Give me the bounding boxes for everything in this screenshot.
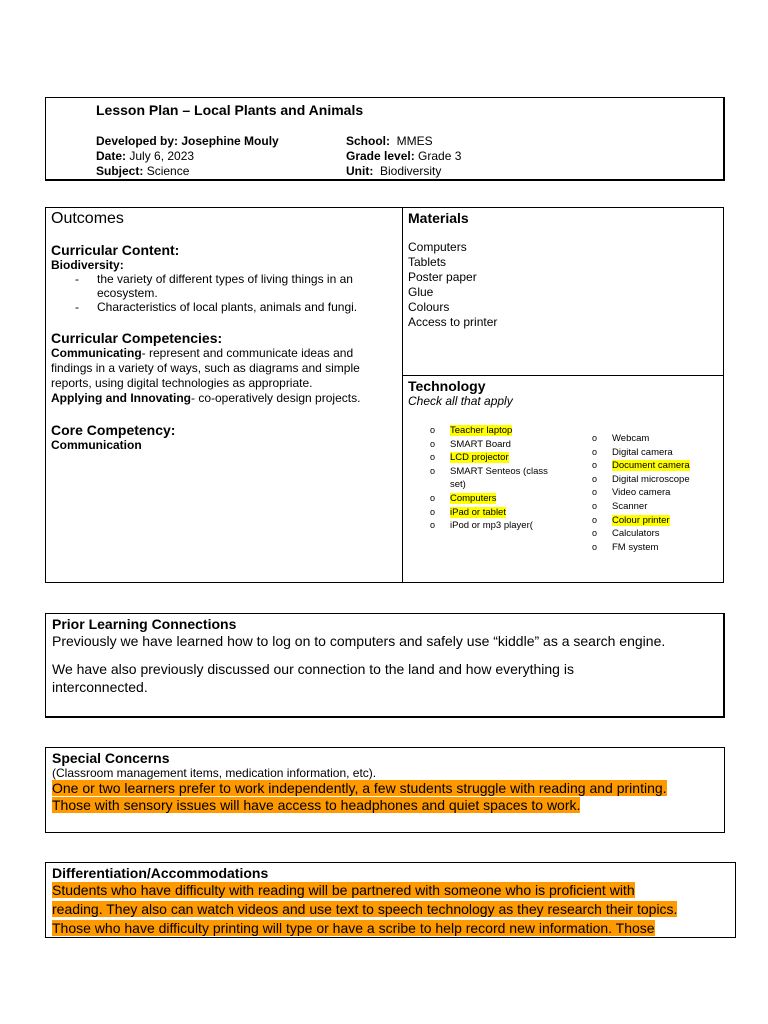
- materials-cell: [408, 208, 718, 330]
- grade-value: Grade 3: [418, 149, 462, 163]
- core-competency-heading: Core Competency:: [51, 422, 176, 438]
- column-divider: [402, 208, 403, 582]
- tech-item-computers[interactable]: o Computers: [428, 492, 568, 506]
- communicating-label: Communicating: [51, 346, 142, 360]
- list-item: - the variety of different types of living things in an ecosystem.: [51, 272, 367, 300]
- page-title: Lesson Plan – Local Plants and Animals: [96, 102, 364, 118]
- list-item: - Characteristics of local plants, animals and fungi.: [51, 300, 399, 314]
- outcomes-table: [45, 207, 724, 583]
- prior-learning-paragraph-1: Previously we have learned how to log on to computers and safely use “kiddle” as a search engine.: [52, 633, 666, 649]
- developed-value: Josephine Mouly: [181, 134, 279, 148]
- tech-item-ipad[interactable]: o iPad or tablet: [428, 506, 568, 520]
- materials-list: [408, 240, 718, 330]
- list-item: Tablets: [408, 255, 447, 269]
- differentiation-box: [45, 862, 736, 938]
- prior-learning-box: [45, 613, 725, 718]
- technology-left-list: [428, 424, 568, 533]
- core-competency-value: Communication: [51, 438, 142, 452]
- subject-label: Subject:: [96, 164, 144, 178]
- header-left: [96, 134, 279, 179]
- developed-label: Developed by:: [96, 134, 179, 148]
- outcomes-cell: [51, 208, 399, 452]
- tech-item-fm-system[interactable]: o FM system: [590, 541, 720, 555]
- subject-row: [96, 164, 279, 179]
- list-item: Computers: [408, 240, 467, 254]
- date-value: July 6, 2023: [129, 149, 195, 163]
- row-divider: [402, 375, 724, 376]
- tech-item-lcd-projector[interactable]: o LCD projector: [428, 451, 568, 465]
- outcomes-title: Outcomes: [51, 210, 124, 227]
- prior-learning-paragraph-2: We have also previously discussed our connection to the land and how everything is interconnected.: [52, 661, 574, 695]
- technology-subtitle: Check all that apply: [408, 394, 513, 408]
- technology-cell: [408, 378, 720, 553]
- school-label: School:: [346, 134, 390, 148]
- prior-learning-title: Prior Learning Connections: [52, 616, 237, 632]
- applying-label: Applying and Innovating: [51, 391, 191, 405]
- tech-item-document-camera[interactable]: o Document camera: [590, 459, 720, 473]
- developed-row: [96, 134, 279, 149]
- tech-item-colour-printer[interactable]: o Colour printer: [590, 514, 720, 528]
- special-concerns-title: Special Concerns: [52, 750, 170, 766]
- applying-text: [51, 391, 399, 406]
- list-item: Colours: [408, 300, 450, 314]
- special-concerns-note: (Classroom management items, medication information, etc).: [52, 766, 377, 780]
- materials-title: Materials: [408, 210, 469, 226]
- technology-title: Technology: [408, 378, 486, 394]
- school-value: MMES: [396, 134, 433, 148]
- list-item: Poster paper: [408, 270, 477, 284]
- special-concerns-box: [45, 747, 725, 833]
- header-right: [346, 134, 461, 179]
- biodiversity-subheading: Biodiversity:: [51, 258, 124, 272]
- header-box: [45, 97, 725, 181]
- tech-item-calculators[interactable]: o Calculators: [590, 527, 720, 541]
- tech-item-video-camera[interactable]: o Video camera: [590, 486, 720, 500]
- differentiation-line-3: Those who have difficulty printing will type or have a scribe to help record new information. Those: [52, 920, 655, 936]
- special-concerns-text: [52, 780, 718, 814]
- tech-item-teacher-laptop[interactable]: o Teacher laptop: [428, 424, 568, 438]
- list-item: Glue: [408, 285, 434, 299]
- differentiation-line-2: reading. They also can watch videos and use text to speech technology as they research their topics.: [52, 901, 678, 917]
- differentiation-text: [52, 881, 729, 938]
- curricular-competencies-heading: Curricular Competencies:: [51, 330, 223, 346]
- curricular-content-heading: Curricular Content:: [51, 242, 180, 258]
- tech-item-smart-board[interactable]: o SMART Board: [428, 438, 568, 452]
- date-row: [96, 149, 279, 164]
- tech-item-webcam[interactable]: o Webcam: [590, 432, 720, 446]
- unit-label: Unit:: [346, 164, 374, 178]
- unit-row: [346, 164, 461, 179]
- grade-label: Grade level:: [346, 149, 415, 163]
- tech-item-digital-camera[interactable]: o Digital camera: [590, 446, 720, 460]
- grade-row: [346, 149, 461, 164]
- communicating-text: [51, 346, 391, 391]
- school-row: [346, 134, 461, 149]
- applying-description: - co-operatively design projects.: [191, 391, 361, 405]
- differentiation-line-1: Students who have difficulty with reading will be partnered with someone who is proficient with: [52, 882, 635, 898]
- list-item: Access to printer: [408, 315, 498, 329]
- technology-right-list: [590, 432, 720, 554]
- tech-item-scanner[interactable]: o Scanner: [590, 500, 720, 514]
- subject-value: Science: [146, 164, 190, 178]
- differentiation-title: Differentiation/Accommodations: [52, 865, 269, 881]
- content-list: [51, 272, 399, 314]
- tech-item-smart-senteos[interactable]: o SMART Senteos (class set): [428, 465, 555, 492]
- special-concerns-line-1: One or two learners prefer to work independently, a few students struggle with reading and printing.: [52, 780, 667, 796]
- communicating-description: - represent and communicate ideas and findings in a variety of ways, such as diagrams and simple reports, using digital technologies as appropriate.: [51, 346, 360, 390]
- tech-item-ipod[interactable]: o iPod or mp3 player(: [428, 519, 568, 533]
- date-label: Date:: [96, 149, 127, 163]
- special-concerns-line-2: Those with sensory issues will have access to headphones and quiet spaces to work.: [52, 797, 581, 813]
- tech-item-digital-microscope[interactable]: o Digital microscope: [590, 473, 720, 487]
- unit-value: Biodiversity: [380, 164, 442, 178]
